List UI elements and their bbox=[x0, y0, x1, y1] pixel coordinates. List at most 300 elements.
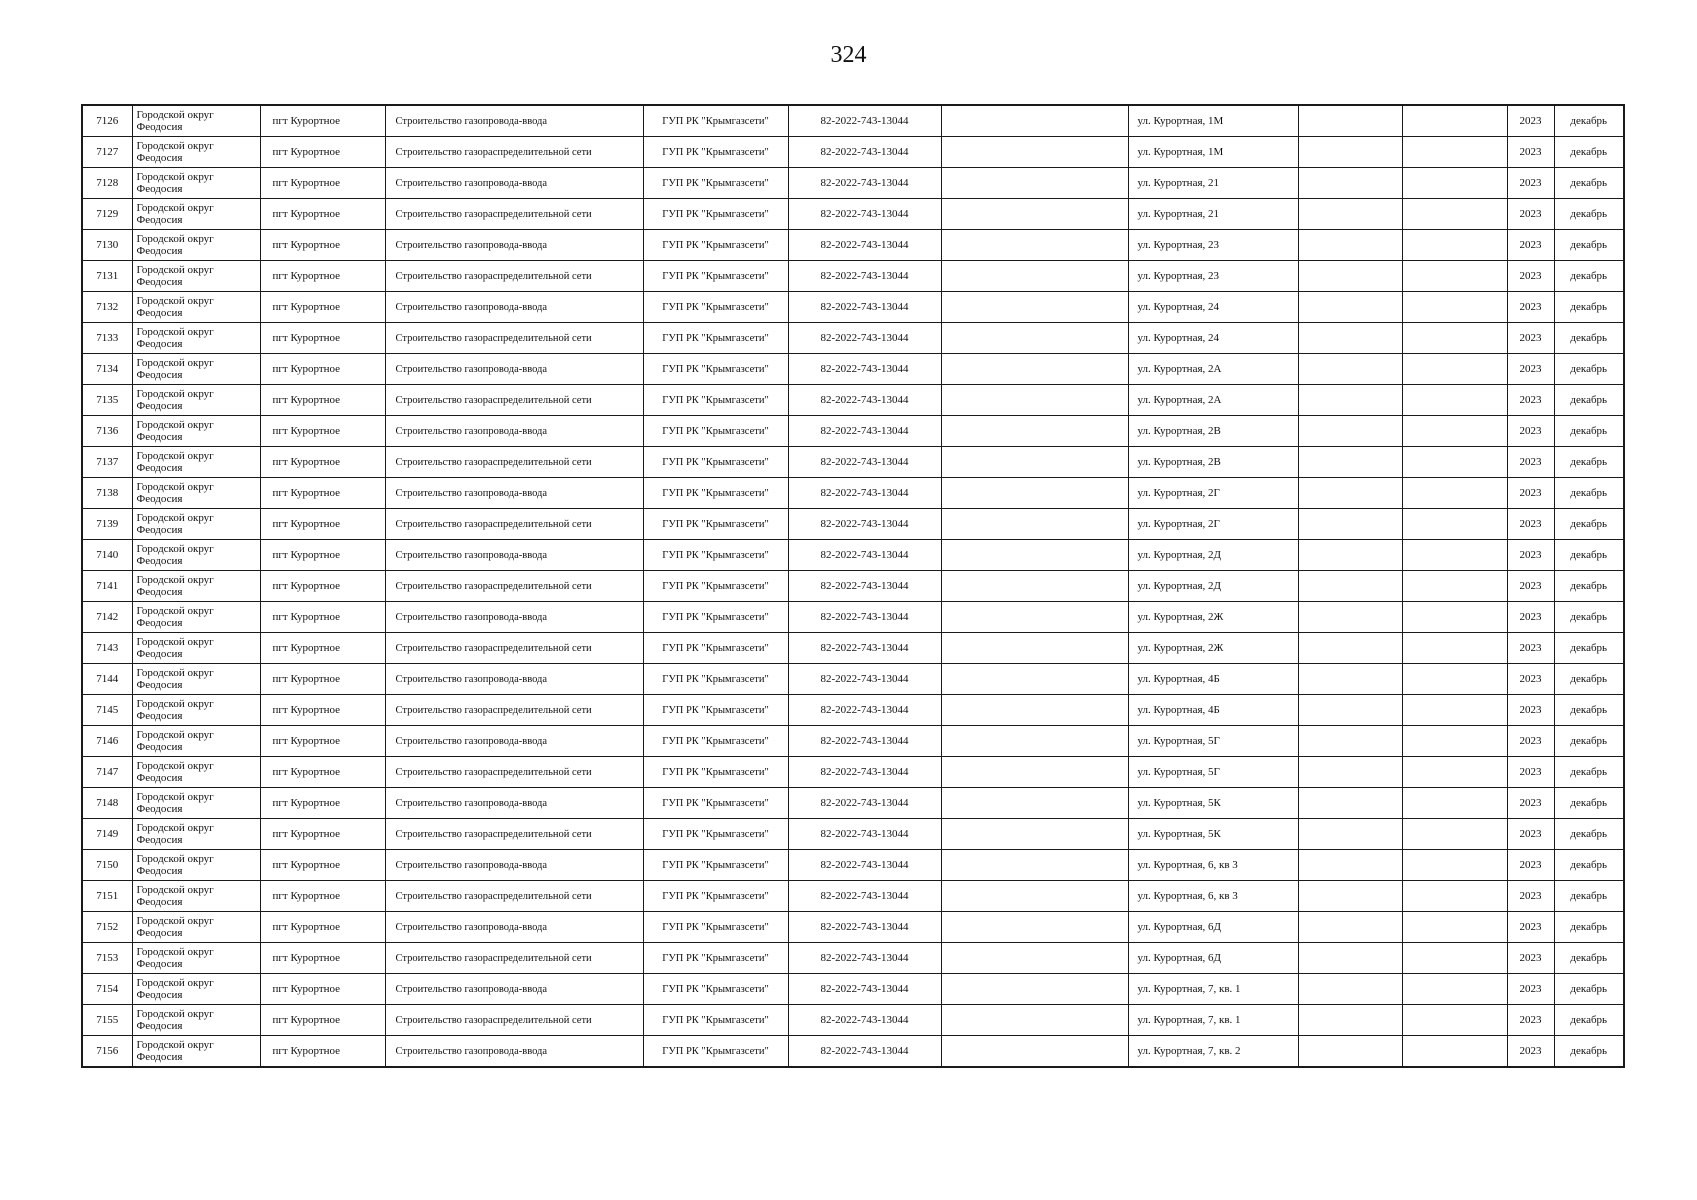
empty-cell bbox=[941, 168, 1128, 199]
organization-cell: ГУП РК "Крымгазсети" bbox=[643, 230, 788, 261]
table-row bbox=[82, 540, 1624, 571]
table-row bbox=[82, 602, 1624, 633]
empty-cell bbox=[1402, 385, 1507, 416]
table-row bbox=[82, 478, 1624, 509]
row-number: 7153 bbox=[82, 943, 132, 974]
year-cell: 2023 bbox=[1507, 354, 1554, 385]
settlement-cell: пгт Курортное bbox=[260, 695, 385, 726]
table-row bbox=[82, 105, 1624, 137]
municipality-cell: Городской округ Феодосия bbox=[132, 1005, 260, 1036]
empty-cell bbox=[1402, 447, 1507, 478]
year-cell: 2023 bbox=[1507, 571, 1554, 602]
table-row bbox=[82, 850, 1624, 881]
empty-cell bbox=[1402, 726, 1507, 757]
month-cell: декабрь bbox=[1554, 168, 1624, 199]
month-cell: декабрь bbox=[1554, 943, 1624, 974]
empty-cell bbox=[1298, 168, 1402, 199]
program-code-cell: 82-2022-743-13044 bbox=[788, 695, 941, 726]
year-cell: 2023 bbox=[1507, 788, 1554, 819]
empty-cell bbox=[941, 323, 1128, 354]
organization-cell: ГУП РК "Крымгазсети" bbox=[643, 571, 788, 602]
settlement-cell: пгт Курортное bbox=[260, 137, 385, 168]
table-row bbox=[82, 416, 1624, 447]
organization-cell: ГУП РК "Крымгазсети" bbox=[643, 385, 788, 416]
page-number: 324 bbox=[830, 42, 867, 68]
work-type-cell: Строительство газораспределительной сети bbox=[385, 1005, 643, 1036]
municipality-cell: Городской округ Феодосия bbox=[132, 137, 260, 168]
table-row bbox=[82, 819, 1624, 850]
row-number: 7142 bbox=[82, 602, 132, 633]
empty-cell bbox=[941, 199, 1128, 230]
work-type-cell: Строительство газораспределительной сети bbox=[385, 509, 643, 540]
empty-cell bbox=[941, 602, 1128, 633]
address-cell: ул. Курортная, 5К bbox=[1128, 819, 1298, 850]
settlement-cell: пгт Курортное bbox=[260, 509, 385, 540]
municipality-cell: Городской округ Феодосия bbox=[132, 757, 260, 788]
month-cell: декабрь bbox=[1554, 230, 1624, 261]
empty-cell bbox=[1402, 540, 1507, 571]
year-cell: 2023 bbox=[1507, 416, 1554, 447]
table-row bbox=[82, 292, 1624, 323]
empty-cell bbox=[941, 664, 1128, 695]
empty-cell bbox=[1402, 881, 1507, 912]
municipality-cell: Городской округ Феодосия bbox=[132, 974, 260, 1005]
empty-cell bbox=[941, 447, 1128, 478]
municipality-cell: Городской округ Феодосия bbox=[132, 105, 260, 137]
empty-cell bbox=[1402, 757, 1507, 788]
row-number: 7128 bbox=[82, 168, 132, 199]
program-code-cell: 82-2022-743-13044 bbox=[788, 633, 941, 664]
empty-cell bbox=[1298, 199, 1402, 230]
empty-cell bbox=[941, 478, 1128, 509]
month-cell: декабрь bbox=[1554, 757, 1624, 788]
work-type-cell: Строительство газораспределительной сети bbox=[385, 385, 643, 416]
empty-cell bbox=[1298, 105, 1402, 137]
empty-cell bbox=[1298, 478, 1402, 509]
table-row bbox=[82, 943, 1624, 974]
municipality-cell: Городской округ Феодосия bbox=[132, 292, 260, 323]
organization-cell: ГУП РК "Крымгазсети" bbox=[643, 323, 788, 354]
empty-cell bbox=[1298, 881, 1402, 912]
municipality-cell: Городской округ Феодосия bbox=[132, 819, 260, 850]
empty-cell bbox=[1298, 323, 1402, 354]
settlement-cell: пгт Курортное bbox=[260, 974, 385, 1005]
municipality-cell: Городской округ Феодосия bbox=[132, 261, 260, 292]
organization-cell: ГУП РК "Крымгазсети" bbox=[643, 602, 788, 633]
settlement-cell: пгт Курортное bbox=[260, 819, 385, 850]
organization-cell: ГУП РК "Крымгазсети" bbox=[643, 478, 788, 509]
organization-cell: ГУП РК "Крымгазсети" bbox=[643, 1005, 788, 1036]
work-type-cell: Строительство газопровода-ввода bbox=[385, 850, 643, 881]
row-number: 7131 bbox=[82, 261, 132, 292]
settlement-cell: пгт Курортное bbox=[260, 757, 385, 788]
table-row bbox=[82, 726, 1624, 757]
address-cell: ул. Курортная, 21 bbox=[1128, 199, 1298, 230]
organization-cell: ГУП РК "Крымгазсети" bbox=[643, 354, 788, 385]
row-number: 7150 bbox=[82, 850, 132, 881]
table-row bbox=[82, 1036, 1624, 1068]
municipality-cell: Городской округ Феодосия bbox=[132, 478, 260, 509]
month-cell: декабрь bbox=[1554, 974, 1624, 1005]
row-number: 7141 bbox=[82, 571, 132, 602]
year-cell: 2023 bbox=[1507, 1005, 1554, 1036]
row-number: 7149 bbox=[82, 819, 132, 850]
program-code-cell: 82-2022-743-13044 bbox=[788, 478, 941, 509]
work-type-cell: Строительство газопровода-ввода bbox=[385, 478, 643, 509]
table-row bbox=[82, 230, 1624, 261]
municipality-cell: Городской округ Феодосия bbox=[132, 323, 260, 354]
address-cell: ул. Курортная, 23 bbox=[1128, 261, 1298, 292]
address-cell: ул. Курортная, 6Д bbox=[1128, 943, 1298, 974]
month-cell: декабрь bbox=[1554, 788, 1624, 819]
empty-cell bbox=[941, 261, 1128, 292]
empty-cell bbox=[941, 726, 1128, 757]
address-cell: ул. Курортная, 1М bbox=[1128, 105, 1298, 137]
work-type-cell: Строительство газопровода-ввода bbox=[385, 168, 643, 199]
empty-cell bbox=[1298, 757, 1402, 788]
organization-cell: ГУП РК "Крымгазсети" bbox=[643, 261, 788, 292]
work-type-cell: Строительство газораспределительной сети bbox=[385, 695, 643, 726]
empty-cell bbox=[941, 292, 1128, 323]
empty-cell bbox=[1298, 571, 1402, 602]
work-type-cell: Строительство газораспределительной сети bbox=[385, 447, 643, 478]
table-row bbox=[82, 571, 1624, 602]
settlement-cell: пгт Курортное bbox=[260, 571, 385, 602]
table-row bbox=[82, 1005, 1624, 1036]
work-type-cell: Строительство газораспределительной сети bbox=[385, 323, 643, 354]
empty-cell bbox=[1298, 447, 1402, 478]
program-code-cell: 82-2022-743-13044 bbox=[788, 912, 941, 943]
settlement-cell: пгт Курортное bbox=[260, 788, 385, 819]
address-cell: ул. Курортная, 2Ж bbox=[1128, 633, 1298, 664]
empty-cell bbox=[941, 385, 1128, 416]
organization-cell: ГУП РК "Крымгазсети" bbox=[643, 850, 788, 881]
empty-cell bbox=[1298, 385, 1402, 416]
month-cell: декабрь bbox=[1554, 726, 1624, 757]
municipality-cell: Городской округ Феодосия bbox=[132, 199, 260, 230]
empty-cell bbox=[1402, 1036, 1507, 1068]
row-number: 7151 bbox=[82, 881, 132, 912]
municipality-cell: Городской округ Феодосия bbox=[132, 354, 260, 385]
year-cell: 2023 bbox=[1507, 819, 1554, 850]
month-cell: декабрь bbox=[1554, 385, 1624, 416]
address-cell: ул. Курортная, 2Г bbox=[1128, 478, 1298, 509]
empty-cell bbox=[941, 819, 1128, 850]
work-type-cell: Строительство газораспределительной сети bbox=[385, 199, 643, 230]
registry-table bbox=[81, 104, 1625, 1068]
empty-cell bbox=[1402, 788, 1507, 819]
month-cell: декабрь bbox=[1554, 416, 1624, 447]
table-row bbox=[82, 757, 1624, 788]
month-cell: декабрь bbox=[1554, 478, 1624, 509]
empty-cell bbox=[1298, 819, 1402, 850]
table-row bbox=[82, 323, 1624, 354]
settlement-cell: пгт Курортное bbox=[260, 447, 385, 478]
empty-cell bbox=[1298, 974, 1402, 1005]
year-cell: 2023 bbox=[1507, 323, 1554, 354]
address-cell: ул. Курортная, 2В bbox=[1128, 416, 1298, 447]
year-cell: 2023 bbox=[1507, 943, 1554, 974]
organization-cell: ГУП РК "Крымгазсети" bbox=[643, 757, 788, 788]
municipality-cell: Городской округ Феодосия bbox=[132, 695, 260, 726]
address-cell: ул. Курортная, 4Б bbox=[1128, 664, 1298, 695]
month-cell: декабрь bbox=[1554, 292, 1624, 323]
table-row bbox=[82, 974, 1624, 1005]
row-number: 7143 bbox=[82, 633, 132, 664]
table-row bbox=[82, 354, 1624, 385]
settlement-cell: пгт Курортное bbox=[260, 199, 385, 230]
program-code-cell: 82-2022-743-13044 bbox=[788, 726, 941, 757]
year-cell: 2023 bbox=[1507, 137, 1554, 168]
organization-cell: ГУП РК "Крымгазсети" bbox=[643, 695, 788, 726]
year-cell: 2023 bbox=[1507, 230, 1554, 261]
row-number: 7154 bbox=[82, 974, 132, 1005]
empty-cell bbox=[1298, 726, 1402, 757]
settlement-cell: пгт Курортное bbox=[260, 354, 385, 385]
settlement-cell: пгт Курортное bbox=[260, 912, 385, 943]
municipality-cell: Городской округ Феодосия bbox=[132, 664, 260, 695]
organization-cell: ГУП РК "Крымгазсети" bbox=[643, 881, 788, 912]
work-type-cell: Строительство газопровода-ввода bbox=[385, 354, 643, 385]
empty-cell bbox=[1402, 974, 1507, 1005]
empty-cell bbox=[1402, 261, 1507, 292]
year-cell: 2023 bbox=[1507, 695, 1554, 726]
month-cell: декабрь bbox=[1554, 447, 1624, 478]
municipality-cell: Городской округ Феодосия bbox=[132, 168, 260, 199]
month-cell: декабрь bbox=[1554, 323, 1624, 354]
organization-cell: ГУП РК "Крымгазсети" bbox=[643, 292, 788, 323]
settlement-cell: пгт Курортное bbox=[260, 230, 385, 261]
empty-cell bbox=[941, 416, 1128, 447]
settlement-cell: пгт Курортное bbox=[260, 1036, 385, 1068]
municipality-cell: Городской округ Феодосия bbox=[132, 509, 260, 540]
row-number: 7145 bbox=[82, 695, 132, 726]
empty-cell bbox=[941, 757, 1128, 788]
organization-cell: ГУП РК "Крымгазсети" bbox=[643, 943, 788, 974]
year-cell: 2023 bbox=[1507, 912, 1554, 943]
year-cell: 2023 bbox=[1507, 664, 1554, 695]
empty-cell bbox=[941, 974, 1128, 1005]
empty-cell bbox=[1402, 695, 1507, 726]
program-code-cell: 82-2022-743-13044 bbox=[788, 974, 941, 1005]
empty-cell bbox=[1402, 1005, 1507, 1036]
empty-cell bbox=[1402, 105, 1507, 137]
table-row bbox=[82, 633, 1624, 664]
row-number: 7147 bbox=[82, 757, 132, 788]
empty-cell bbox=[1298, 912, 1402, 943]
empty-cell bbox=[1402, 571, 1507, 602]
table-row bbox=[82, 385, 1624, 416]
table-row bbox=[82, 509, 1624, 540]
row-number: 7148 bbox=[82, 788, 132, 819]
year-cell: 2023 bbox=[1507, 261, 1554, 292]
table-row bbox=[82, 881, 1624, 912]
settlement-cell: пгт Курортное bbox=[260, 602, 385, 633]
empty-cell bbox=[1298, 416, 1402, 447]
organization-cell: ГУП РК "Крымгазсети" bbox=[643, 788, 788, 819]
empty-cell bbox=[1402, 416, 1507, 447]
work-type-cell: Строительство газораспределительной сети bbox=[385, 261, 643, 292]
program-code-cell: 82-2022-743-13044 bbox=[788, 509, 941, 540]
address-cell: ул. Курортная, 6, кв 3 bbox=[1128, 850, 1298, 881]
month-cell: декабрь bbox=[1554, 850, 1624, 881]
empty-cell bbox=[1402, 912, 1507, 943]
empty-cell bbox=[1298, 137, 1402, 168]
row-number: 7138 bbox=[82, 478, 132, 509]
work-type-cell: Строительство газораспределительной сети bbox=[385, 943, 643, 974]
table-row bbox=[82, 695, 1624, 726]
address-cell: ул. Курортная, 23 bbox=[1128, 230, 1298, 261]
empty-cell bbox=[1298, 602, 1402, 633]
year-cell: 2023 bbox=[1507, 1036, 1554, 1068]
municipality-cell: Городской округ Феодосия bbox=[132, 540, 260, 571]
settlement-cell: пгт Курортное bbox=[260, 881, 385, 912]
work-type-cell: Строительство газораспределительной сети bbox=[385, 137, 643, 168]
work-type-cell: Строительство газопровода-ввода bbox=[385, 105, 643, 137]
address-cell: ул. Курортная, 21 bbox=[1128, 168, 1298, 199]
row-number: 7137 bbox=[82, 447, 132, 478]
organization-cell: ГУП РК "Крымгазсети" bbox=[643, 664, 788, 695]
program-code-cell: 82-2022-743-13044 bbox=[788, 292, 941, 323]
month-cell: декабрь bbox=[1554, 602, 1624, 633]
program-code-cell: 82-2022-743-13044 bbox=[788, 105, 941, 137]
work-type-cell: Строительство газопровода-ввода bbox=[385, 292, 643, 323]
organization-cell: ГУП РК "Крымгазсети" bbox=[643, 199, 788, 230]
empty-cell bbox=[1402, 323, 1507, 354]
settlement-cell: пгт Курортное bbox=[260, 385, 385, 416]
empty-cell bbox=[941, 230, 1128, 261]
municipality-cell: Городской округ Феодосия bbox=[132, 788, 260, 819]
work-type-cell: Строительство газопровода-ввода bbox=[385, 664, 643, 695]
work-type-cell: Строительство газопровода-ввода bbox=[385, 540, 643, 571]
settlement-cell: пгт Курортное bbox=[260, 943, 385, 974]
empty-cell bbox=[1402, 230, 1507, 261]
empty-cell bbox=[1402, 354, 1507, 385]
year-cell: 2023 bbox=[1507, 602, 1554, 633]
program-code-cell: 82-2022-743-13044 bbox=[788, 354, 941, 385]
work-type-cell: Строительство газопровода-ввода bbox=[385, 230, 643, 261]
empty-cell bbox=[1298, 943, 1402, 974]
address-cell: ул. Курортная, 2Ж bbox=[1128, 602, 1298, 633]
year-cell: 2023 bbox=[1507, 850, 1554, 881]
row-number: 7136 bbox=[82, 416, 132, 447]
program-code-cell: 82-2022-743-13044 bbox=[788, 664, 941, 695]
empty-cell bbox=[941, 105, 1128, 137]
month-cell: декабрь bbox=[1554, 354, 1624, 385]
row-number: 7126 bbox=[82, 105, 132, 137]
month-cell: декабрь bbox=[1554, 912, 1624, 943]
table-row bbox=[82, 137, 1624, 168]
empty-cell bbox=[1298, 1005, 1402, 1036]
address-cell: ул. Курортная, 2А bbox=[1128, 354, 1298, 385]
address-cell: ул. Курортная, 7, кв. 1 bbox=[1128, 974, 1298, 1005]
empty-cell bbox=[1298, 1036, 1402, 1068]
empty-cell bbox=[941, 509, 1128, 540]
address-cell: ул. Курортная, 2В bbox=[1128, 447, 1298, 478]
settlement-cell: пгт Курортное bbox=[260, 726, 385, 757]
empty-cell bbox=[941, 137, 1128, 168]
empty-cell bbox=[1402, 168, 1507, 199]
year-cell: 2023 bbox=[1507, 478, 1554, 509]
table-row bbox=[82, 788, 1624, 819]
address-cell: ул. Курортная, 5Г bbox=[1128, 726, 1298, 757]
empty-cell bbox=[1402, 602, 1507, 633]
empty-cell bbox=[1298, 695, 1402, 726]
row-number: 7140 bbox=[82, 540, 132, 571]
table-row bbox=[82, 912, 1624, 943]
program-code-cell: 82-2022-743-13044 bbox=[788, 137, 941, 168]
empty-cell bbox=[941, 1005, 1128, 1036]
settlement-cell: пгт Курортное bbox=[260, 633, 385, 664]
empty-cell bbox=[941, 788, 1128, 819]
work-type-cell: Строительство газопровода-ввода bbox=[385, 912, 643, 943]
month-cell: декабрь bbox=[1554, 633, 1624, 664]
empty-cell bbox=[941, 850, 1128, 881]
month-cell: декабрь bbox=[1554, 509, 1624, 540]
empty-cell bbox=[941, 912, 1128, 943]
address-cell: ул. Курортная, 2Д bbox=[1128, 540, 1298, 571]
month-cell: декабрь bbox=[1554, 199, 1624, 230]
program-code-cell: 82-2022-743-13044 bbox=[788, 385, 941, 416]
organization-cell: ГУП РК "Крымгазсети" bbox=[643, 540, 788, 571]
empty-cell bbox=[1298, 354, 1402, 385]
work-type-cell: Строительство газопровода-ввода bbox=[385, 788, 643, 819]
work-type-cell: Строительство газопровода-ввода bbox=[385, 974, 643, 1005]
address-cell: ул. Курортная, 5Г bbox=[1128, 757, 1298, 788]
address-cell: ул. Курортная, 1М bbox=[1128, 137, 1298, 168]
empty-cell bbox=[1402, 509, 1507, 540]
municipality-cell: Городской округ Феодосия bbox=[132, 726, 260, 757]
settlement-cell: пгт Курортное bbox=[260, 323, 385, 354]
row-number: 7156 bbox=[82, 1036, 132, 1068]
empty-cell bbox=[941, 633, 1128, 664]
year-cell: 2023 bbox=[1507, 199, 1554, 230]
table-row bbox=[82, 447, 1624, 478]
program-code-cell: 82-2022-743-13044 bbox=[788, 323, 941, 354]
settlement-cell: пгт Курортное bbox=[260, 292, 385, 323]
program-code-cell: 82-2022-743-13044 bbox=[788, 199, 941, 230]
row-number: 7134 bbox=[82, 354, 132, 385]
organization-cell: ГУП РК "Крымгазсети" bbox=[643, 912, 788, 943]
work-type-cell: Строительство газопровода-ввода bbox=[385, 1036, 643, 1068]
work-type-cell: Строительство газопровода-ввода bbox=[385, 726, 643, 757]
program-code-cell: 82-2022-743-13044 bbox=[788, 943, 941, 974]
row-number: 7152 bbox=[82, 912, 132, 943]
address-cell: ул. Курортная, 4Б bbox=[1128, 695, 1298, 726]
address-cell: ул. Курортная, 7, кв. 2 bbox=[1128, 1036, 1298, 1068]
municipality-cell: Городской округ Феодосия bbox=[132, 416, 260, 447]
municipality-cell: Городской округ Феодосия bbox=[132, 633, 260, 664]
organization-cell: ГУП РК "Крымгазсети" bbox=[643, 105, 788, 137]
month-cell: декабрь bbox=[1554, 819, 1624, 850]
year-cell: 2023 bbox=[1507, 168, 1554, 199]
year-cell: 2023 bbox=[1507, 881, 1554, 912]
work-type-cell: Строительство газопровода-ввода bbox=[385, 602, 643, 633]
empty-cell bbox=[941, 881, 1128, 912]
municipality-cell: Городской округ Феодосия bbox=[132, 881, 260, 912]
program-code-cell: 82-2022-743-13044 bbox=[788, 447, 941, 478]
empty-cell bbox=[941, 540, 1128, 571]
empty-cell bbox=[1402, 850, 1507, 881]
municipality-cell: Городской округ Феодосия bbox=[132, 943, 260, 974]
municipality-cell: Городской округ Феодосия bbox=[132, 850, 260, 881]
program-code-cell: 82-2022-743-13044 bbox=[788, 819, 941, 850]
municipality-cell: Городской округ Феодосия bbox=[132, 230, 260, 261]
settlement-cell: пгт Курортное bbox=[260, 850, 385, 881]
settlement-cell: пгт Курортное bbox=[260, 1005, 385, 1036]
empty-cell bbox=[1298, 540, 1402, 571]
year-cell: 2023 bbox=[1507, 726, 1554, 757]
